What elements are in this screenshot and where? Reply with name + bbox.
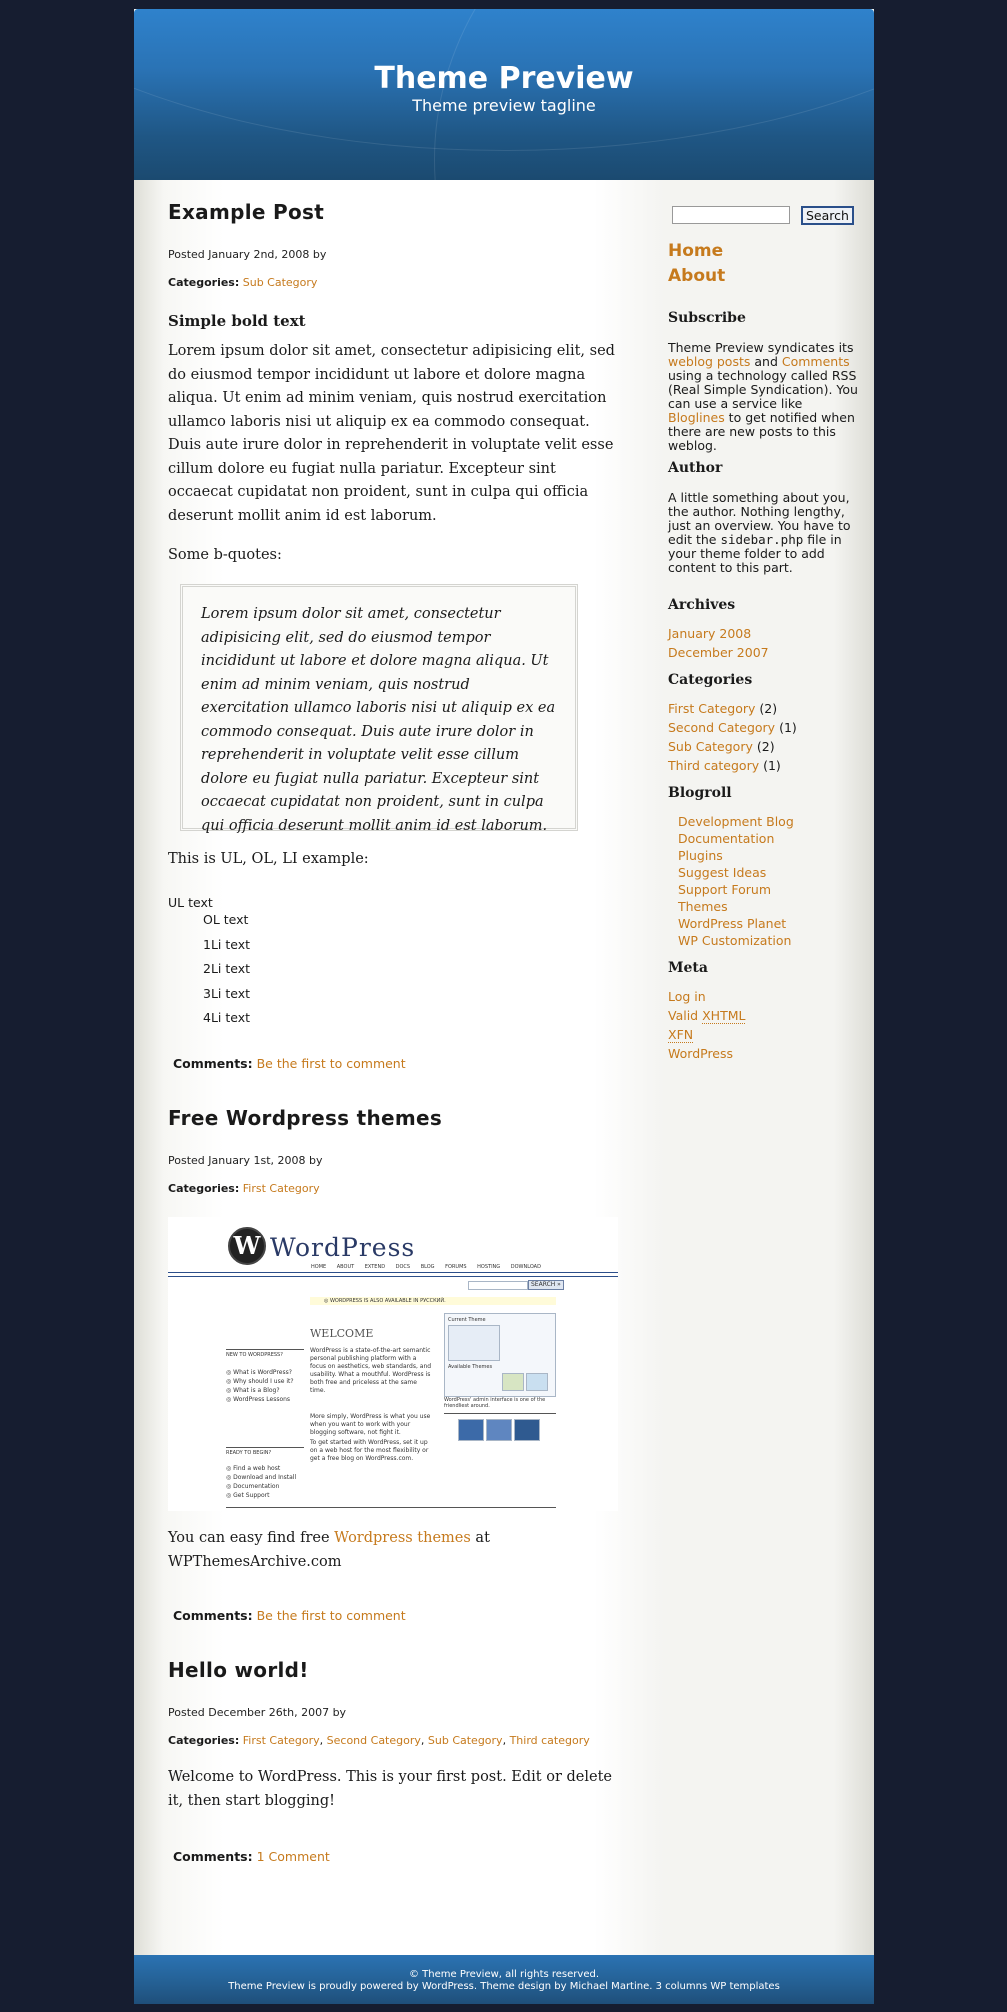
page-wrapper (134, 9, 874, 2004)
category-item[interactable]: Third category (1) (668, 758, 781, 773)
archive-item[interactable]: January 2008 (668, 626, 752, 641)
ul-text: UL text (168, 895, 213, 910)
meta-item[interactable] (668, 1044, 745, 1063)
post-meta: Posted January 1st, 2008 by (168, 1154, 323, 1167)
blogroll-item[interactable]: WP Customization (678, 933, 792, 948)
blogroll-item[interactable]: Plugins (678, 848, 723, 863)
blogroll-list (668, 813, 794, 949)
image-list-item: ◎ Download and Install (226, 1474, 297, 1481)
comments-link[interactable]: Be the first to comment (256, 1056, 406, 1071)
image-badge (514, 1419, 540, 1441)
post-subheading: Simple bold text (168, 312, 306, 330)
image-caption: WordPress' admin interface is one of the friendliest around. (444, 1397, 546, 1409)
archive-item[interactable]: December 2007 (668, 645, 769, 660)
categories-label: Categories: (168, 1182, 240, 1195)
image-list-item: ◎ Get Support (226, 1492, 270, 1499)
image-nav: HOME ABOUT EXTEND DOCS BLOG FORUMS HOSTING DOWNLOAD (311, 1264, 541, 1270)
search-input[interactable] (672, 206, 790, 224)
search-button[interactable]: Search (801, 206, 854, 225)
content-area (134, 180, 874, 1955)
blogroll-item[interactable]: Suggest Ideas (678, 865, 767, 880)
archives-heading: Archives (668, 597, 736, 613)
comments-label: Comments: (173, 1608, 253, 1623)
post-image[interactable] (168, 1217, 618, 1511)
meta-item[interactable] (668, 1025, 745, 1044)
comments-label: Comments: (173, 1849, 253, 1864)
image-divider (226, 1447, 304, 1448)
image-theme-thumb (526, 1373, 548, 1391)
category-link[interactable]: Second Category (326, 1734, 421, 1747)
image-list-item: ◎ WordPress Lessons (226, 1396, 291, 1403)
category-link[interactable]: First Category (242, 1734, 320, 1747)
post-categories: Categories: First Category, Second Category, Sub Category, Third category (168, 1734, 590, 1747)
wordpress-logo-icon: W (228, 1227, 266, 1265)
category-link[interactable]: Third category (509, 1734, 590, 1747)
post-paragraph: Welcome to WordPress. This is your first post. Edit or delete it, then start blogging! (168, 1769, 612, 1809)
meta-list (668, 987, 745, 1063)
image-search-field (468, 1281, 528, 1290)
image-search-button: SEARCH » (528, 1280, 564, 1290)
blogroll-item[interactable]: Themes (678, 899, 728, 914)
category-item[interactable]: Second Category (1) (668, 720, 797, 735)
post-title[interactable]: Example Post (168, 200, 325, 224)
bloglines-link[interactable]: Bloglines (668, 410, 725, 425)
blogroll-item[interactable]: Documentation (678, 831, 775, 846)
list-intro: This is UL, OL, LI example: (168, 851, 369, 867)
image-list-item: ◎ What is a Blog? (226, 1387, 280, 1394)
image-intro: To get started with WordPress, set it up on a web host for the most flexibility or get a free blog on WordPress.com. (310, 1439, 429, 1462)
blogroll-item[interactable]: Support Forum (678, 882, 772, 897)
category-item[interactable]: Sub Category (2) (668, 739, 775, 754)
image-heading: NEW TO WORDPRESS? (226, 1352, 283, 1358)
category-item[interactable]: First Category (2) (668, 701, 778, 716)
image-current-theme: Current Theme (448, 1317, 486, 1323)
list-item: 1Li text (203, 937, 251, 952)
meta-item[interactable] (668, 987, 745, 1006)
xfn-link[interactable]: XFN (668, 1027, 694, 1042)
image-available-themes: Available Themes (448, 1364, 493, 1370)
categories-list (668, 699, 797, 775)
weblog-posts-link[interactable]: weblog posts (668, 354, 751, 369)
blogroll-item[interactable]: Development Blog (678, 814, 794, 829)
image-notice: ◎ WORDPRESS IS ALSO AVAILABLE IN РУССКИЙ. (324, 1298, 446, 1304)
comments-link[interactable]: 1 Comment (256, 1849, 330, 1864)
image-divider (168, 1276, 618, 1277)
site-footer (134, 1955, 874, 2004)
category-link[interactable]: First Category (242, 1182, 320, 1195)
subscribe-text: Theme Preview syndicates its weblog posts and Comments using a technology called RSS (Real Simple Syndication). You can use a service like Bloglines to get notified when there are new posts to this weblog. (668, 340, 858, 453)
post-paragraph: You can easy find free Wordpress themes at WPThemesArchive.com (168, 1530, 490, 1570)
image-list-item: ◎ Why should I use it? (226, 1378, 294, 1385)
comments-link[interactable]: Be the first to comment (256, 1608, 406, 1623)
author-heading: Author (668, 460, 723, 476)
subscribe-heading: Subscribe (668, 310, 746, 326)
post-categories (168, 276, 317, 289)
image-intro: More simply, WordPress is what you use when you want to work with your blogging software, not fight it. (310, 1413, 431, 1436)
nav-home-link[interactable]: Home (668, 241, 724, 261)
post-title[interactable]: Hello world! (168, 1658, 309, 1682)
site-title[interactable]: Theme Preview (374, 61, 634, 96)
site-header (134, 9, 874, 180)
blockquote: Lorem ipsum dolor sit amet, consectetur adipisicing elit, sed do eiusmod tempor incididunt ut labore et dolore magna aliqua. Ut enim ad minim veniam, quis nostrud exercitation ullamco laboris nisi ut aliquip ex ea commodo consequat. Duis aute irure dolor in reprehenderit in voluptate velit esse cillum dolore eu fugiat nulla pariatur. Excepteur sint occaecat cupidatat non proident, sunt in culpa qui officia deserunt mollit anim id est laborum. (180, 584, 578, 831)
xhtml-abbr[interactable]: XHTML (702, 1008, 746, 1023)
blogroll-heading: Blogroll (668, 785, 732, 801)
post-paragraph: Lorem ipsum dolor sit amet, consectetur adipisicing elit, sed do eiusmod tempor incididunt ut labore et dolore magna aliqua. Ut enim ad minim veniam, quis nostrud exercitation ullamco laboris nisi ut aliquip ex ea commodo consequat. Duis aute irure dolor in reprehenderit in voluptate velit esse cillum dolore eu fugiat nulla pariatur. Excepteur sint occaecat cupidatat non proident, sunt in culpa qui officia deserunt mollit anim id est laborum. (168, 343, 615, 524)
meta-heading: Meta (668, 960, 708, 976)
image-divider (226, 1349, 304, 1350)
post-comments (173, 1056, 406, 1071)
image-theme-thumb (502, 1373, 524, 1391)
image-heading: READY TO BEGIN? (226, 1450, 272, 1456)
image-badge (486, 1419, 512, 1441)
footer-copyright: © Theme Preview, all rights reserved. (409, 1969, 599, 1980)
bquote-intro: Some b-quotes: (168, 547, 282, 563)
login-link[interactable]: Log in (668, 989, 706, 1004)
site-tagline: Theme preview tagline (412, 96, 596, 115)
categories-label: Categories: (168, 1734, 240, 1747)
comments-feed-link[interactable]: Comments (781, 354, 850, 369)
post-categories (168, 1182, 320, 1195)
image-divider (226, 1507, 556, 1508)
footer-credits: Theme Preview is proudly powered by WordPress. Theme design by Michael Martine. 3 columns WP templates (228, 1981, 780, 1992)
image-intro: WordPress is a state-of-the-art semantic personal publishing platform with a focus on aesthetics, web standards, and usability. What a mouthful. WordPress is both free and priceless at the same time. (310, 1347, 432, 1394)
image-list-item: ◎ Find a web host (226, 1465, 281, 1472)
image-welcome: WELCOME (310, 1327, 374, 1340)
image-theme-thumb (448, 1325, 500, 1361)
post-title[interactable]: Free Wordpress themes (168, 1106, 443, 1130)
post-meta: Posted January 2nd, 2008 by (168, 248, 327, 261)
list-item: 3Li text (203, 986, 251, 1001)
categories-label: Categories: (168, 276, 240, 289)
categories-heading: Categories (668, 672, 753, 688)
image-list-item: ◎ What is WordPress? (226, 1369, 292, 1376)
image-list-item: ◎ Documentation (226, 1483, 280, 1490)
wordpress-link[interactable]: WordPress (668, 1046, 734, 1061)
post-comments (173, 1608, 406, 1623)
archives-list (668, 624, 769, 662)
image-badge (458, 1419, 484, 1441)
category-link[interactable]: Sub Category (427, 1734, 503, 1747)
post-meta: Posted December 26th, 2007 by (168, 1706, 347, 1719)
category-link[interactable]: Sub Category (242, 276, 318, 289)
comments-label: Comments: (173, 1056, 253, 1071)
ol-text: OL text (203, 912, 249, 927)
image-divider (168, 1272, 618, 1273)
meta-item[interactable]: Valid XHTML (668, 1008, 746, 1023)
blogroll-item[interactable]: WordPress Planet (678, 916, 787, 931)
image-divider (444, 1413, 556, 1414)
author-text: A little something about you, the author. Nothing lengthy, just an overview. You have to edit the sidebar.php file in your theme folder to add content to this part. (668, 490, 851, 575)
post-comments (173, 1849, 330, 1864)
wordpress-themes-link[interactable]: Wordpress themes (334, 1530, 471, 1546)
list-item: 2Li text (203, 961, 251, 976)
nav-about-link[interactable]: About (668, 266, 726, 286)
wordpress-logo-text: WordPress (270, 1233, 416, 1262)
list-item: 4Li text (203, 1010, 251, 1025)
